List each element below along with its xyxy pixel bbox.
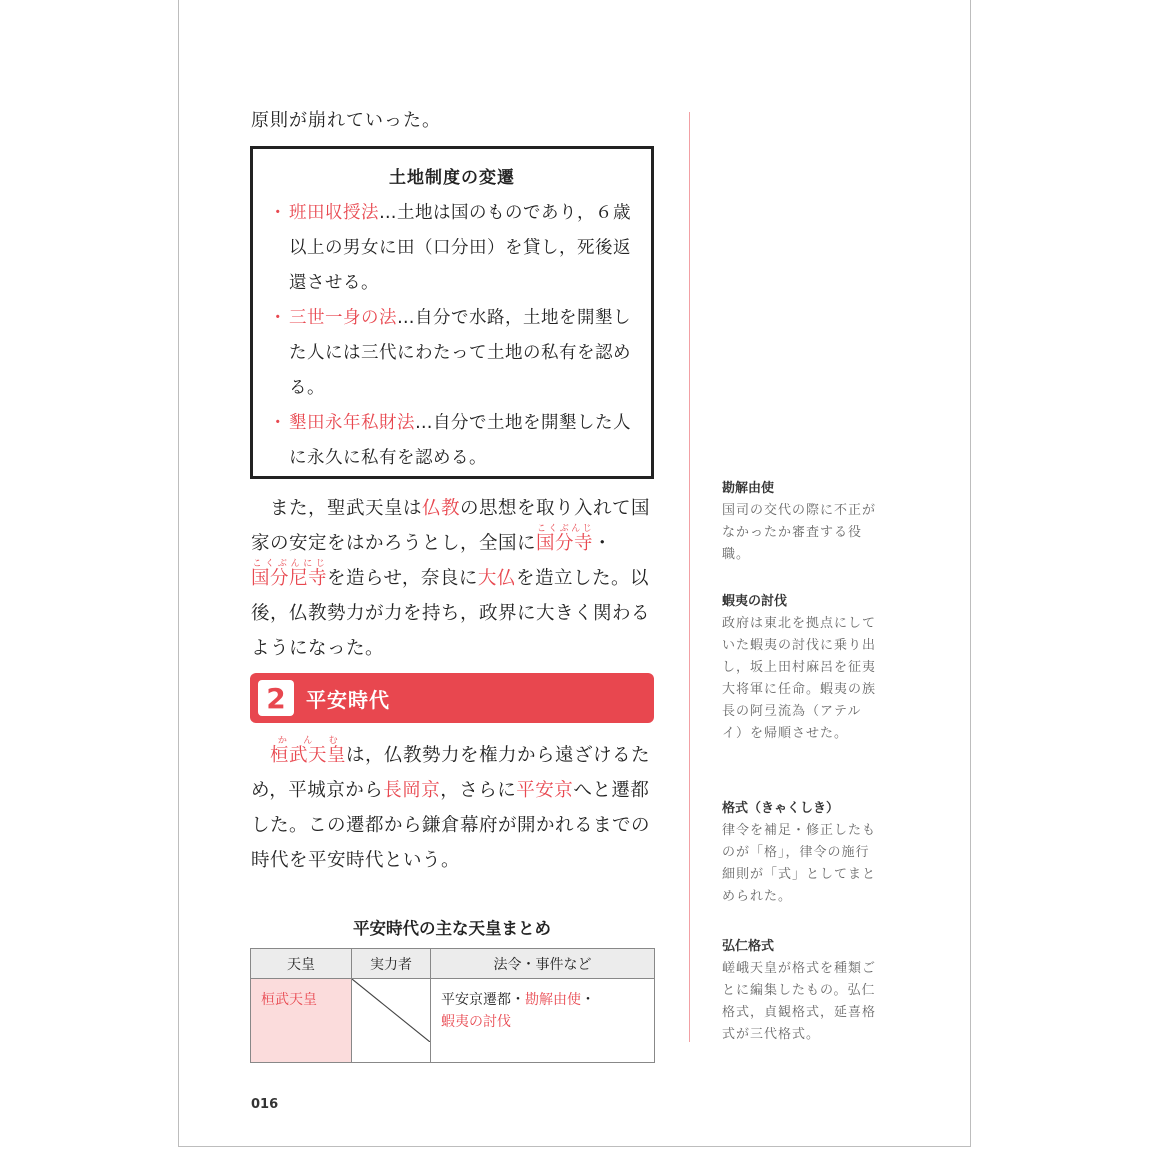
note-text: 律令を補足・修正したものが「格」，律令の施行細則が「式」としてまとめられた。 — [722, 823, 877, 904]
table-header-row — [251, 949, 655, 979]
note-title: 格式（きゃくしき） — [722, 801, 840, 816]
box-list — [253, 196, 651, 476]
note-text: 政府は東北を拠点にしていた蝦夷の討伐に乗り出し，坂上田村麻呂を征夷大将軍に任命。蝦夷の族長の阿弖流為（アテルイ）を帰順させた。 — [722, 616, 877, 741]
intro-text: 原則が崩れていった。 — [251, 110, 441, 131]
sidebar-note — [722, 935, 882, 1046]
table-title: 平安時代の主な天皇まとめ — [353, 919, 551, 938]
sidebar-note — [722, 797, 882, 908]
keyword: 国分尼寺こくぶんにじ — [251, 559, 328, 589]
box-item: ・ 墾田永年私財法…自分で土地を開墾した人に永久に私有を認める。 — [273, 406, 635, 476]
box-item: ・ 班田収授法…土地は国のものであり，６歳以上の男女に田（口分田）を貸し，死後返還させる。 — [273, 196, 635, 301]
section-title: 平安時代 — [306, 687, 390, 712]
diagonal-line — [352, 979, 430, 1042]
note-title: 勘解由使 — [722, 481, 775, 496]
margin-divider — [689, 112, 690, 1042]
paragraph-nara: また，聖武天皇は仏教の思想を取り入れて国家の安定をはかろうとし，全国に国分寺こくぶんじ・国分尼寺こくぶんにじを造らせ，奈良に大仏を造立した。以後，仏教勢力が力を持ち，政界に大きく関わるようになった。 — [251, 498, 651, 659]
keyword: 平安京 — [516, 780, 574, 801]
keyword: 長岡京 — [383, 780, 441, 801]
box-title: 土地制度の変遷 — [389, 168, 515, 188]
sidebar-note — [722, 477, 882, 566]
emperor-cell: 桓武天皇 — [251, 979, 352, 1063]
table-header: 法令・事件など — [431, 949, 655, 979]
note-text: 嵯峨天皇が格式を種類ごとに編集したもの。弘仁格式，貞観格式，延喜格式が三代格式。 — [722, 961, 877, 1042]
keyword: 桓武天皇かんむ — [270, 736, 347, 766]
events-cell: 平安京遷都・勘解由使・ 蝦夷の討伐 — [431, 979, 655, 1063]
note-title: 弘仁格式 — [722, 939, 775, 954]
note-text: 国司の交代の際に不正がなかったか審査する役職。 — [722, 503, 877, 562]
note-title: 蝦夷の討伐 — [722, 594, 788, 609]
keyword: 仏教 — [422, 498, 461, 519]
keyword: 大仏 — [477, 568, 516, 589]
box-item: ・ 三世一身の法…自分で水路，土地を開墾した人には三代にわたって土地の私有を認める。 — [273, 301, 635, 406]
land-system-box — [250, 146, 654, 479]
keyword: 国分寺こくぶんじ — [536, 524, 594, 554]
emperor-table — [250, 948, 655, 1063]
table-header: 天皇 — [251, 949, 352, 979]
sidebar-note — [722, 590, 882, 745]
table-header: 実力者 — [352, 949, 431, 979]
empty-diagonal-cell — [352, 979, 431, 1063]
section-number: 2 — [258, 680, 294, 716]
paragraph-heian: 桓武天皇かんむは，仏教勢力を権力から遠ざけるため，平城京から長岡京，さらに平安京へと遷都した。この遷都から鎌倉幕府が開かれるまでの時代を平安時代という。 — [251, 736, 651, 871]
section-heading — [250, 673, 654, 723]
table-row — [251, 979, 655, 1063]
page-number: 016 — [251, 1097, 279, 1112]
